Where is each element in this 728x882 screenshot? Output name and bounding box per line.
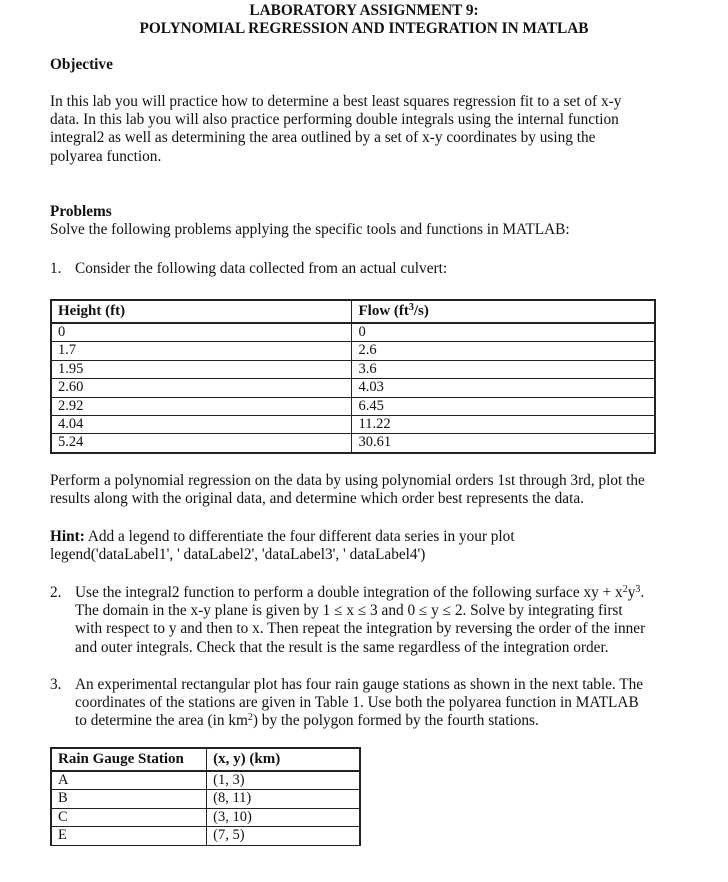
table-cell: (8, 11) [207, 790, 360, 808]
table-cell: 3.6 [352, 360, 655, 378]
culvert-data-table [50, 299, 656, 454]
assignment-title-line2: POLYNOMIAL REGRESSION AND INTEGRATION IN MATLAB [139, 20, 589, 37]
problem-3-number: 3. [50, 676, 62, 693]
objective-line: data. In this lab you will also practice performing double integrals using the internal function [50, 111, 619, 129]
table-cell: 2.6 [352, 342, 655, 360]
table-cell: 1.95 [51, 360, 352, 378]
table-cell: 11.22 [352, 416, 655, 434]
table-cell: 4.03 [352, 379, 655, 397]
problems-intro: Solve the following problems applying the specific tools and functions in MATLAB: [50, 221, 570, 238]
problem-1-text: Consider the following data collected from an actual culvert: [75, 260, 448, 277]
table-row [51, 379, 655, 397]
table-row [51, 790, 360, 808]
table-cell: 0 [51, 323, 352, 342]
table-cell: 2.92 [51, 397, 352, 415]
objective-line: integral2 as well as determining the area outlined by a set of x-y coordinates by using the [50, 129, 596, 147]
table-cell: 2.60 [51, 379, 352, 397]
objective-line: In this lab you will practice how to determine a best least squares regression fit to a set of x-y [50, 93, 622, 110]
objective-paragraph [50, 93, 621, 166]
table-row [51, 323, 655, 342]
table-row [51, 397, 655, 415]
height-column-header: Height (ft) [51, 300, 352, 323]
table-cell: (1, 3) [207, 771, 360, 790]
objective-line: polyarea function. [50, 147, 162, 165]
table-cell: A [51, 771, 207, 790]
instruction-line: results along with the original data, and determine which order best represents the data. [50, 490, 584, 508]
table-row [51, 827, 360, 845]
table-row [51, 416, 655, 434]
hint-text: Add a legend to differentiate the four different data series in your plot [84, 528, 515, 545]
problem-2-number: 2. [50, 584, 62, 601]
table-cell: E [51, 827, 207, 845]
table-header-row [51, 748, 360, 771]
table-cell: 6.45 [352, 397, 655, 415]
table-cell: (3, 10) [207, 808, 360, 826]
hint-label: Hint: [50, 528, 85, 545]
table-cell: 1.7 [51, 342, 352, 360]
flow-column-header: Flow $(ft^3/s)$ [352, 300, 655, 323]
table-cell: C [51, 808, 207, 826]
table-row [51, 771, 360, 790]
table-cell: (7, 5) [207, 827, 360, 845]
objective-heading: Objective [50, 56, 113, 73]
assignment-title-line1: LABORATORY ASSIGNMENT 9: [249, 2, 479, 19]
problem-1-instructions [50, 472, 645, 508]
problems-heading: Problems [50, 203, 112, 220]
table-cell: B [51, 790, 207, 808]
table-row [51, 808, 360, 826]
problem-2-text: Use the integral2 function to perform a double integration of the following surface xy + $x^2y^3$. The domain in the x-y plane is given by 1 ≤ x ≤ 3 and 0 ≤ y ≤ 2. Solve by integrating first with respect to y and then to x. Then repeat the integration by reversing the order of the inner and outer integrals. Check that the result is the same regardless of the integration order. [75, 584, 646, 656]
instruction-line: Perform a polynomial regression on the data by using polynomial orders 1st through 3rd, plot the [50, 472, 645, 489]
problem-1-number: 1. [50, 260, 62, 277]
hint-block [50, 528, 515, 564]
problem-3-text: An experimental rectangular plot has four rain gauge stations as shown in the next table. The coordinates of the stations are given in Table 1. Use both the polyarea function in MATLAB to determine the area (in $km^2$) by the polygon formed by the fourth stations. [75, 676, 644, 730]
table-cell: 5.24 [51, 434, 352, 453]
table-cell: 4.04 [51, 416, 352, 434]
table-cell: 30.61 [352, 434, 655, 453]
station-column-header: Rain Gauge Station [51, 748, 207, 771]
table-header-row [51, 300, 655, 323]
table-cell: 0 [352, 323, 655, 342]
coordinates-column-header: (x, y) (km) [207, 748, 360, 771]
table-row [51, 360, 655, 378]
hint-legend-code: legend('dataLabel1', ' dataLabel2', 'dataLabel3', ' dataLabel4') [50, 546, 426, 564]
rain-gauge-table [50, 747, 361, 846]
table-row [51, 342, 655, 360]
table-row [51, 434, 655, 453]
